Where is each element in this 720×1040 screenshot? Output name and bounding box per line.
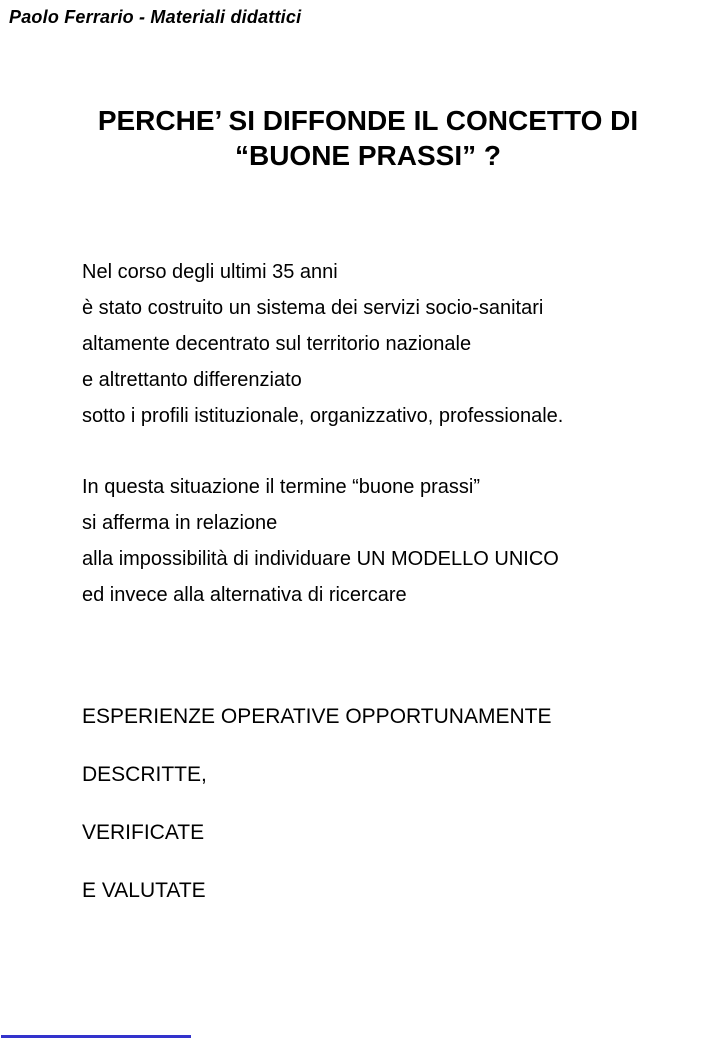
conclusion-line: DESCRITTE, [82,763,207,786]
paragraph-line: In questa situazione il termine “buone prassi” [82,476,480,498]
paragraph-line: alla impossibilità di individuare UN MODELLO UNICO [82,548,559,570]
page-header: Paolo Ferrario - Materiali didattici [9,7,302,27]
paragraph-line: ed invece alla alternativa di ricercare [82,584,407,606]
conclusion-line: ESPERIENZE OPERATIVE OPPORTUNAMENTE [82,705,552,728]
paragraph-line: sotto i profili istituzionale, organizzativo, professionale. [82,405,564,427]
title-line-2: “BUONE PRASSI” ? [234,140,502,171]
paragraph-line: è stato costruito un sistema dei servizi socio-sanitari [82,297,544,319]
footer-link-underline[interactable] [1,1035,191,1038]
paragraph-line: si afferma in relazione [82,512,278,534]
conclusion-line: VERIFICATE [82,821,205,844]
page-title [82,103,654,173]
conclusion-list [82,688,682,920]
paragraph-situation [82,469,682,613]
conclusion-line: E VALUTATE [82,879,206,902]
paragraph-line: Nel corso degli ultimi 35 anni [82,261,338,283]
paragraph-line: e altrettanto differenziato [82,369,302,391]
title-line-1: PERCHE’ SI DIFFONDE IL CONCETTO DI [97,105,639,136]
paragraph-line: altamente decentrato sul territorio nazionale [82,333,472,355]
paragraph-intro [82,254,682,434]
